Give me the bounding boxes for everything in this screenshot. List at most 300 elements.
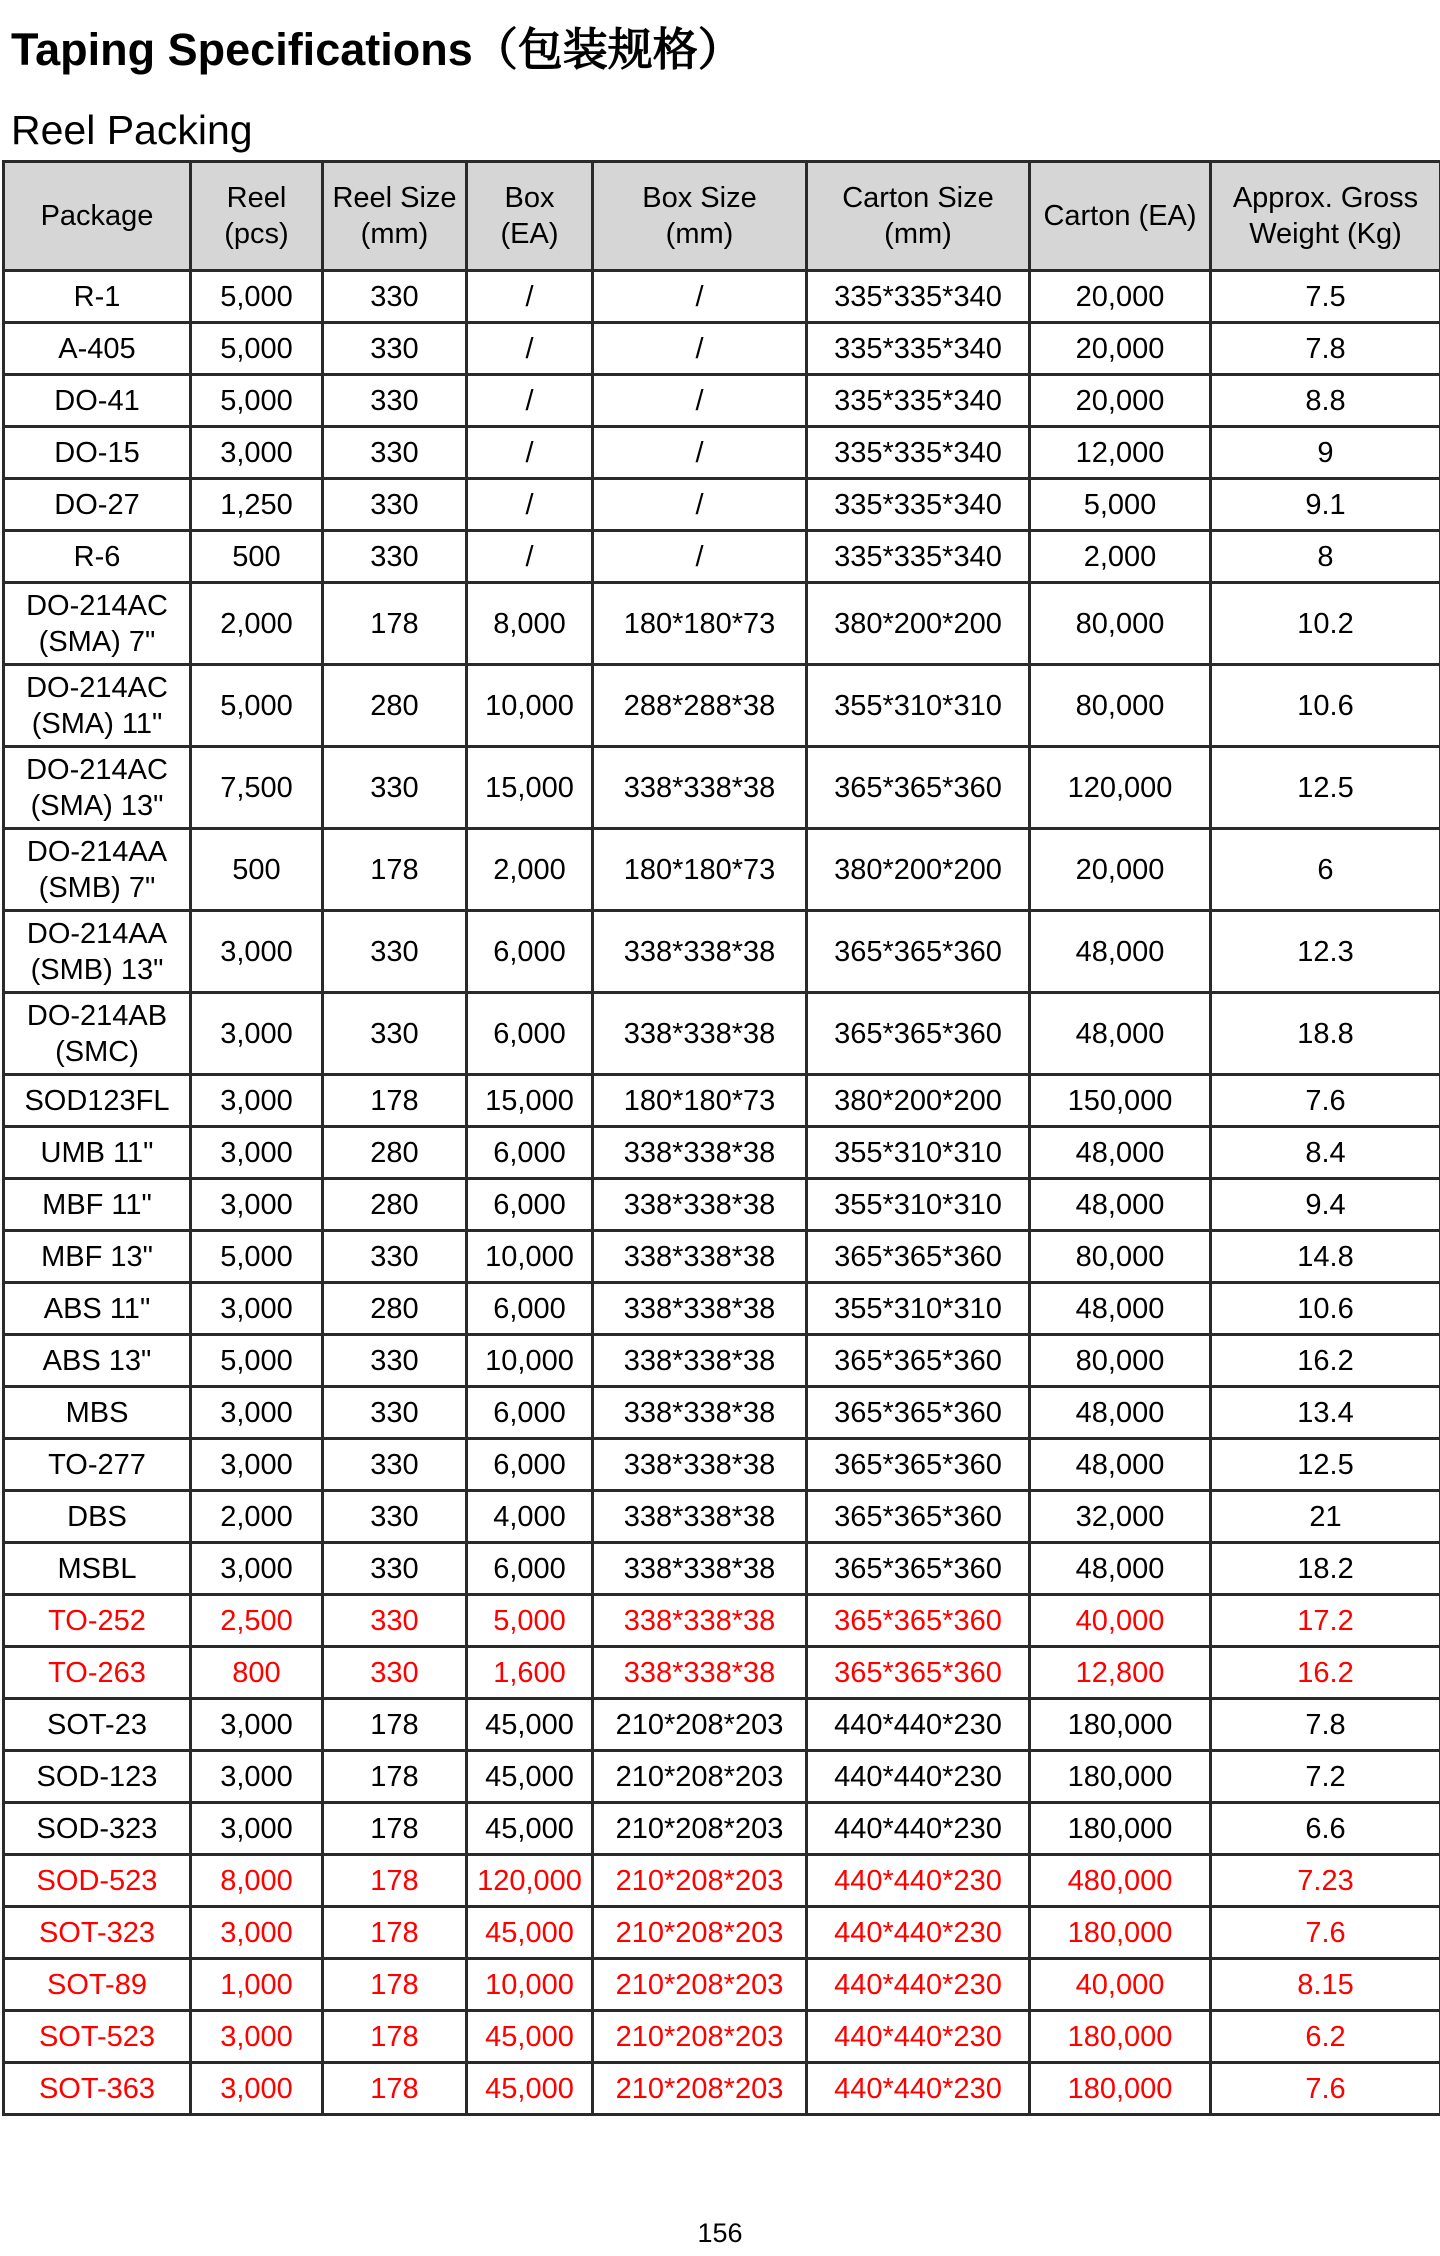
table-row: [4, 1803, 1440, 1855]
table-header-row: [4, 162, 1440, 271]
cell-box-size: 210*208*203: [593, 2011, 807, 2063]
cell-package: TO-263: [4, 1647, 191, 1699]
cell-reel-size: 178: [323, 2063, 467, 2115]
cell-carton-size: 365*365*360: [807, 911, 1030, 993]
cell-box-ea: 6,000: [467, 1127, 593, 1179]
cell-reel-size: 330: [323, 1595, 467, 1647]
cell-box-size: /: [593, 271, 807, 323]
cell-box-size: 338*338*38: [593, 1127, 807, 1179]
table-row: [4, 1439, 1440, 1491]
cell-reel-size: 178: [323, 1699, 467, 1751]
cell-reel-size: 330: [323, 993, 467, 1075]
cell-box-ea: /: [467, 375, 593, 427]
header-weight: Approx. Gross Weight (Kg): [1211, 162, 1440, 271]
table-row: [4, 1283, 1440, 1335]
cell-gross-weight: 7.6: [1211, 2063, 1440, 2115]
cell-reel-pcs: 5,000: [191, 323, 323, 375]
cell-package: MBS: [4, 1387, 191, 1439]
cell-carton-size: 365*365*360: [807, 1231, 1030, 1283]
cell-reel-size: 178: [323, 1075, 467, 1127]
table-row: [4, 1907, 1440, 1959]
cell-box-ea: 10,000: [467, 1959, 593, 2011]
cell-carton-ea: 80,000: [1030, 1231, 1211, 1283]
cell-package: DO-214AC (SMA) 13": [4, 747, 191, 829]
cell-carton-ea: 180,000: [1030, 1699, 1211, 1751]
cell-gross-weight: 17.2: [1211, 1595, 1440, 1647]
cell-reel-pcs: 500: [191, 531, 323, 583]
cell-carton-ea: 20,000: [1030, 375, 1211, 427]
cell-reel-pcs: 3,000: [191, 1179, 323, 1231]
cell-package: DBS: [4, 1491, 191, 1543]
cell-package: SOT-23: [4, 1699, 191, 1751]
cell-carton-ea: 120,000: [1030, 747, 1211, 829]
cell-reel-size: 280: [323, 665, 467, 747]
table-row: [4, 531, 1440, 583]
cell-package: UMB 11": [4, 1127, 191, 1179]
cell-box-ea: 15,000: [467, 1075, 593, 1127]
cell-carton-ea: 48,000: [1030, 1283, 1211, 1335]
cell-carton-ea: 180,000: [1030, 2063, 1211, 2115]
cell-carton-ea: 5,000: [1030, 479, 1211, 531]
table-row: [4, 747, 1440, 829]
cell-gross-weight: 8: [1211, 531, 1440, 583]
cell-reel-size: 330: [323, 1439, 467, 1491]
page-number: 156: [697, 2218, 743, 2248]
cell-carton-ea: 48,000: [1030, 1543, 1211, 1595]
cell-carton-size: 440*440*230: [807, 1803, 1030, 1855]
cell-carton-size: 365*365*360: [807, 747, 1030, 829]
cell-box-size: 338*338*38: [593, 1387, 807, 1439]
cell-carton-size: 440*440*230: [807, 1855, 1030, 1907]
cell-carton-ea: 80,000: [1030, 1335, 1211, 1387]
cell-box-ea: 45,000: [467, 1751, 593, 1803]
cell-reel-pcs: 3,000: [191, 1751, 323, 1803]
cell-box-size: 338*338*38: [593, 1543, 807, 1595]
cell-box-size: 338*338*38: [593, 1439, 807, 1491]
header-reel-size: Reel Size (mm): [323, 162, 467, 271]
cell-reel-pcs: 7,500: [191, 747, 323, 829]
cell-carton-size: 335*335*340: [807, 427, 1030, 479]
table-row: [4, 1179, 1440, 1231]
cell-carton-size: 380*200*200: [807, 829, 1030, 911]
cell-package: SOT-89: [4, 1959, 191, 2011]
cell-gross-weight: 7.6: [1211, 1907, 1440, 1959]
cell-package: ABS 13": [4, 1335, 191, 1387]
cell-reel-pcs: 2,500: [191, 1595, 323, 1647]
cell-box-ea: 2,000: [467, 829, 593, 911]
cell-carton-size: 355*310*310: [807, 1283, 1030, 1335]
cell-carton-size: 335*335*340: [807, 479, 1030, 531]
cell-package: DO-15: [4, 427, 191, 479]
cell-box-size: /: [593, 479, 807, 531]
table-row: [4, 427, 1440, 479]
cell-box-size: 338*338*38: [593, 747, 807, 829]
table-row: [4, 1751, 1440, 1803]
cell-reel-pcs: 3,000: [191, 1075, 323, 1127]
cell-reel-pcs: 3,000: [191, 1907, 323, 1959]
cell-reel-size: 330: [323, 1491, 467, 1543]
cell-box-size: /: [593, 375, 807, 427]
cell-carton-size: 355*310*310: [807, 1179, 1030, 1231]
table-row: [4, 1491, 1440, 1543]
cell-box-size: /: [593, 427, 807, 479]
header-carton-size: Carton Size (mm): [807, 162, 1030, 271]
cell-reel-pcs: 3,000: [191, 993, 323, 1075]
cell-reel-pcs: 3,000: [191, 2011, 323, 2063]
table-row: [4, 323, 1440, 375]
cell-box-size: 338*338*38: [593, 911, 807, 993]
cell-gross-weight: 18.2: [1211, 1543, 1440, 1595]
table-row: [4, 583, 1440, 665]
cell-package: TO-252: [4, 1595, 191, 1647]
reel-packing-table: [2, 160, 1440, 2116]
cell-box-ea: 6,000: [467, 1283, 593, 1335]
cell-box-ea: 6,000: [467, 1179, 593, 1231]
cell-carton-ea: 480,000: [1030, 1855, 1211, 1907]
cell-carton-size: 380*200*200: [807, 1075, 1030, 1127]
cell-carton-size: 365*365*360: [807, 1439, 1030, 1491]
cell-box-ea: 6,000: [467, 1439, 593, 1491]
cell-box-ea: 45,000: [467, 1803, 593, 1855]
cell-carton-ea: 180,000: [1030, 1751, 1211, 1803]
cell-package: SOD-323: [4, 1803, 191, 1855]
cell-carton-ea: 80,000: [1030, 583, 1211, 665]
cell-carton-size: 440*440*230: [807, 1751, 1030, 1803]
cell-package: R-6: [4, 531, 191, 583]
cell-reel-size: 330: [323, 427, 467, 479]
cell-box-ea: 15,000: [467, 747, 593, 829]
header-box: Box (EA): [467, 162, 593, 271]
cell-reel-size: 280: [323, 1179, 467, 1231]
cell-package: R-1: [4, 271, 191, 323]
cell-carton-ea: 40,000: [1030, 1595, 1211, 1647]
cell-carton-size: 335*335*340: [807, 375, 1030, 427]
cell-gross-weight: 10.6: [1211, 665, 1440, 747]
cell-carton-ea: 180,000: [1030, 1803, 1211, 1855]
cell-box-size: 210*208*203: [593, 1699, 807, 1751]
cell-gross-weight: 6: [1211, 829, 1440, 911]
table-row: [4, 1387, 1440, 1439]
cell-carton-size: 365*365*360: [807, 1387, 1030, 1439]
cell-package: TO-277: [4, 1439, 191, 1491]
cell-gross-weight: 7.5: [1211, 271, 1440, 323]
cell-reel-size: 330: [323, 1335, 467, 1387]
cell-reel-size: 178: [323, 1959, 467, 2011]
header-reel: Reel (pcs): [191, 162, 323, 271]
cell-reel-pcs: 3,000: [191, 2063, 323, 2115]
table-row: [4, 1855, 1440, 1907]
table-row: [4, 1075, 1440, 1127]
table-row: [4, 665, 1440, 747]
cell-gross-weight: 9.1: [1211, 479, 1440, 531]
cell-carton-ea: 180,000: [1030, 1907, 1211, 1959]
cell-gross-weight: 12.3: [1211, 911, 1440, 993]
cell-gross-weight: 21: [1211, 1491, 1440, 1543]
cell-reel-pcs: 5,000: [191, 375, 323, 427]
cell-package: SOT-323: [4, 1907, 191, 1959]
cell-carton-ea: 48,000: [1030, 1387, 1211, 1439]
cell-reel-pcs: 3,000: [191, 1699, 323, 1751]
cell-box-size: /: [593, 531, 807, 583]
cell-box-size: /: [593, 323, 807, 375]
cell-package: DO-41: [4, 375, 191, 427]
cell-carton-ea: 80,000: [1030, 665, 1211, 747]
cell-gross-weight: 6.2: [1211, 2011, 1440, 2063]
cell-box-size: 338*338*38: [593, 1231, 807, 1283]
cell-gross-weight: 12.5: [1211, 747, 1440, 829]
cell-reel-pcs: 2,000: [191, 1491, 323, 1543]
table-row: [4, 1543, 1440, 1595]
cell-reel-size: 330: [323, 1543, 467, 1595]
table-row: [4, 911, 1440, 993]
cell-carton-size: 365*365*360: [807, 1335, 1030, 1387]
cell-gross-weight: 10.2: [1211, 583, 1440, 665]
cell-box-ea: 5,000: [467, 1595, 593, 1647]
cell-carton-ea: 40,000: [1030, 1959, 1211, 2011]
cell-reel-size: 178: [323, 2011, 467, 2063]
cell-box-size: 338*338*38: [593, 993, 807, 1075]
cell-reel-size: 330: [323, 911, 467, 993]
cell-gross-weight: 16.2: [1211, 1335, 1440, 1387]
cell-carton-ea: 150,000: [1030, 1075, 1211, 1127]
cell-reel-pcs: 1,000: [191, 1959, 323, 2011]
cell-carton-size: 440*440*230: [807, 2063, 1030, 2115]
cell-reel-size: 178: [323, 1751, 467, 1803]
cell-box-size: 288*288*38: [593, 665, 807, 747]
cell-reel-pcs: 5,000: [191, 665, 323, 747]
table-row: [4, 2011, 1440, 2063]
cell-reel-size: 330: [323, 323, 467, 375]
cell-carton-size: 440*440*230: [807, 2011, 1030, 2063]
cell-package: SOT-363: [4, 2063, 191, 2115]
cell-gross-weight: 14.8: [1211, 1231, 1440, 1283]
table-row: [4, 1595, 1440, 1647]
cell-reel-pcs: 3,000: [191, 1283, 323, 1335]
cell-box-ea: 6,000: [467, 1387, 593, 1439]
cell-box-size: 210*208*203: [593, 2063, 807, 2115]
cell-box-ea: 10,000: [467, 1335, 593, 1387]
cell-box-size: 210*208*203: [593, 1907, 807, 1959]
cell-package: SOD-523: [4, 1855, 191, 1907]
cell-box-size: 338*338*38: [593, 1491, 807, 1543]
cell-box-ea: 45,000: [467, 2063, 593, 2115]
cell-carton-ea: 12,000: [1030, 427, 1211, 479]
table-row: [4, 1127, 1440, 1179]
header-box-size: Box Size (mm): [593, 162, 807, 271]
cell-package: MBF 13": [4, 1231, 191, 1283]
table-row: [4, 1959, 1440, 2011]
cell-box-ea: /: [467, 531, 593, 583]
table-row: [4, 1699, 1440, 1751]
cell-carton-size: 440*440*230: [807, 1699, 1030, 1751]
cell-box-ea: 120,000: [467, 1855, 593, 1907]
cell-carton-size: 365*365*360: [807, 1491, 1030, 1543]
cell-package: DO-27: [4, 479, 191, 531]
table-row: [4, 375, 1440, 427]
cell-box-size: 338*338*38: [593, 1647, 807, 1699]
cell-reel-pcs: 500: [191, 829, 323, 911]
cell-gross-weight: 7.2: [1211, 1751, 1440, 1803]
cell-box-size: 210*208*203: [593, 1803, 807, 1855]
cell-carton-ea: 48,000: [1030, 911, 1211, 993]
cell-gross-weight: 8.8: [1211, 375, 1440, 427]
cell-package: SOD-123: [4, 1751, 191, 1803]
cell-reel-pcs: 800: [191, 1647, 323, 1699]
cell-carton-size: 355*310*310: [807, 665, 1030, 747]
cell-box-size: 338*338*38: [593, 1283, 807, 1335]
cell-gross-weight: 18.8: [1211, 993, 1440, 1075]
cell-package: MSBL: [4, 1543, 191, 1595]
cell-reel-size: 330: [323, 271, 467, 323]
cell-carton-size: 440*440*230: [807, 1907, 1030, 1959]
cell-carton-size: 380*200*200: [807, 583, 1030, 665]
cell-gross-weight: 7.6: [1211, 1075, 1440, 1127]
cell-box-size: 338*338*38: [593, 1595, 807, 1647]
cell-carton-ea: 20,000: [1030, 323, 1211, 375]
cell-carton-size: 440*440*230: [807, 1959, 1030, 2011]
table-row: [4, 2063, 1440, 2115]
cell-carton-size: 365*365*360: [807, 993, 1030, 1075]
cell-reel-size: 330: [323, 747, 467, 829]
cell-box-ea: 8,000: [467, 583, 593, 665]
cell-reel-pcs: 3,000: [191, 427, 323, 479]
cell-box-ea: 6,000: [467, 911, 593, 993]
table-row: [4, 993, 1440, 1075]
header-package: Package: [4, 162, 191, 271]
cell-box-ea: 45,000: [467, 1699, 593, 1751]
cell-package: DO-214AC (SMA) 11": [4, 665, 191, 747]
cell-package: DO-214AC (SMA) 7": [4, 583, 191, 665]
cell-box-size: 180*180*73: [593, 583, 807, 665]
table-row: [4, 479, 1440, 531]
cell-carton-ea: 48,000: [1030, 1179, 1211, 1231]
cell-package: SOD123FL: [4, 1075, 191, 1127]
cell-gross-weight: 13.4: [1211, 1387, 1440, 1439]
table-row: [4, 1335, 1440, 1387]
section-title: Reel Packing: [11, 107, 253, 153]
cell-box-size: 210*208*203: [593, 1751, 807, 1803]
cell-carton-size: 335*335*340: [807, 531, 1030, 583]
cell-reel-pcs: 1,250: [191, 479, 323, 531]
cell-carton-ea: 20,000: [1030, 829, 1211, 911]
cell-box-size: 210*208*203: [593, 1959, 807, 2011]
cell-package: ABS 11": [4, 1283, 191, 1335]
cell-carton-ea: 32,000: [1030, 1491, 1211, 1543]
cell-reel-pcs: 2,000: [191, 583, 323, 665]
cell-carton-ea: 48,000: [1030, 993, 1211, 1075]
cell-reel-pcs: 8,000: [191, 1855, 323, 1907]
cell-reel-pcs: 3,000: [191, 1803, 323, 1855]
cell-package: SOT-523: [4, 2011, 191, 2063]
cell-gross-weight: 12.5: [1211, 1439, 1440, 1491]
cell-reel-size: 330: [323, 1387, 467, 1439]
cell-carton-size: 355*310*310: [807, 1127, 1030, 1179]
cell-box-size: 338*338*38: [593, 1335, 807, 1387]
cell-box-ea: /: [467, 427, 593, 479]
cell-gross-weight: 8.15: [1211, 1959, 1440, 2011]
cell-reel-pcs: 5,000: [191, 1231, 323, 1283]
cell-package: DO-214AA (SMB) 13": [4, 911, 191, 993]
cell-box-size: 180*180*73: [593, 829, 807, 911]
cell-gross-weight: 16.2: [1211, 1647, 1440, 1699]
cell-reel-pcs: 3,000: [191, 1543, 323, 1595]
cell-box-ea: 6,000: [467, 1543, 593, 1595]
cell-package: DO-214AB (SMC): [4, 993, 191, 1075]
cell-reel-size: 280: [323, 1127, 467, 1179]
cell-carton-size: 365*365*360: [807, 1543, 1030, 1595]
cell-package: A-405: [4, 323, 191, 375]
cell-box-ea: /: [467, 323, 593, 375]
table-row: [4, 1231, 1440, 1283]
cell-reel-size: 178: [323, 1855, 467, 1907]
table-row: [4, 1647, 1440, 1699]
cell-box-ea: /: [467, 479, 593, 531]
cell-reel-pcs: 3,000: [191, 1387, 323, 1439]
cell-carton-size: 365*365*360: [807, 1647, 1030, 1699]
header-carton: Carton (EA): [1030, 162, 1211, 271]
cell-gross-weight: 7.8: [1211, 1699, 1440, 1751]
cell-reel-size: 178: [323, 1907, 467, 1959]
cell-reel-size: 330: [323, 479, 467, 531]
cell-gross-weight: 9: [1211, 427, 1440, 479]
cell-reel-size: 330: [323, 531, 467, 583]
cell-box-size: 338*338*38: [593, 1179, 807, 1231]
cell-carton-ea: 48,000: [1030, 1127, 1211, 1179]
cell-reel-size: 330: [323, 375, 467, 427]
cell-box-ea: 10,000: [467, 1231, 593, 1283]
table-body: [4, 271, 1440, 2115]
cell-reel-pcs: 3,000: [191, 1127, 323, 1179]
cell-reel-pcs: 5,000: [191, 1335, 323, 1387]
cell-gross-weight: 7.8: [1211, 323, 1440, 375]
cell-box-size: 180*180*73: [593, 1075, 807, 1127]
cell-reel-size: 178: [323, 1803, 467, 1855]
cell-box-ea: 45,000: [467, 2011, 593, 2063]
cell-reel-size: 330: [323, 1231, 467, 1283]
cell-box-ea: 4,000: [467, 1491, 593, 1543]
cell-reel-pcs: 3,000: [191, 911, 323, 993]
cell-reel-size: 178: [323, 583, 467, 665]
cell-box-ea: 6,000: [467, 993, 593, 1075]
cell-reel-size: 178: [323, 829, 467, 911]
page-title: Taping Specifications（包装规格）: [11, 24, 743, 75]
cell-reel-size: 280: [323, 1283, 467, 1335]
cell-carton-ea: 20,000: [1030, 271, 1211, 323]
cell-box-size: 210*208*203: [593, 1855, 807, 1907]
cell-carton-ea: 12,800: [1030, 1647, 1211, 1699]
table-row: [4, 829, 1440, 911]
cell-carton-ea: 2,000: [1030, 531, 1211, 583]
cell-reel-pcs: 5,000: [191, 271, 323, 323]
table-row: [4, 271, 1440, 323]
cell-gross-weight: 8.4: [1211, 1127, 1440, 1179]
cell-box-ea: 10,000: [467, 665, 593, 747]
cell-box-ea: 1,600: [467, 1647, 593, 1699]
cell-gross-weight: 10.6: [1211, 1283, 1440, 1335]
cell-carton-size: 365*365*360: [807, 1595, 1030, 1647]
cell-carton-size: 335*335*340: [807, 271, 1030, 323]
cell-reel-size: 330: [323, 1647, 467, 1699]
cell-carton-ea: 180,000: [1030, 2011, 1211, 2063]
cell-package: MBF 11": [4, 1179, 191, 1231]
cell-box-ea: /: [467, 271, 593, 323]
cell-carton-size: 335*335*340: [807, 323, 1030, 375]
cell-gross-weight: 7.23: [1211, 1855, 1440, 1907]
cell-box-ea: 45,000: [467, 1907, 593, 1959]
cell-carton-ea: 48,000: [1030, 1439, 1211, 1491]
cell-reel-pcs: 3,000: [191, 1439, 323, 1491]
cell-gross-weight: 6.6: [1211, 1803, 1440, 1855]
